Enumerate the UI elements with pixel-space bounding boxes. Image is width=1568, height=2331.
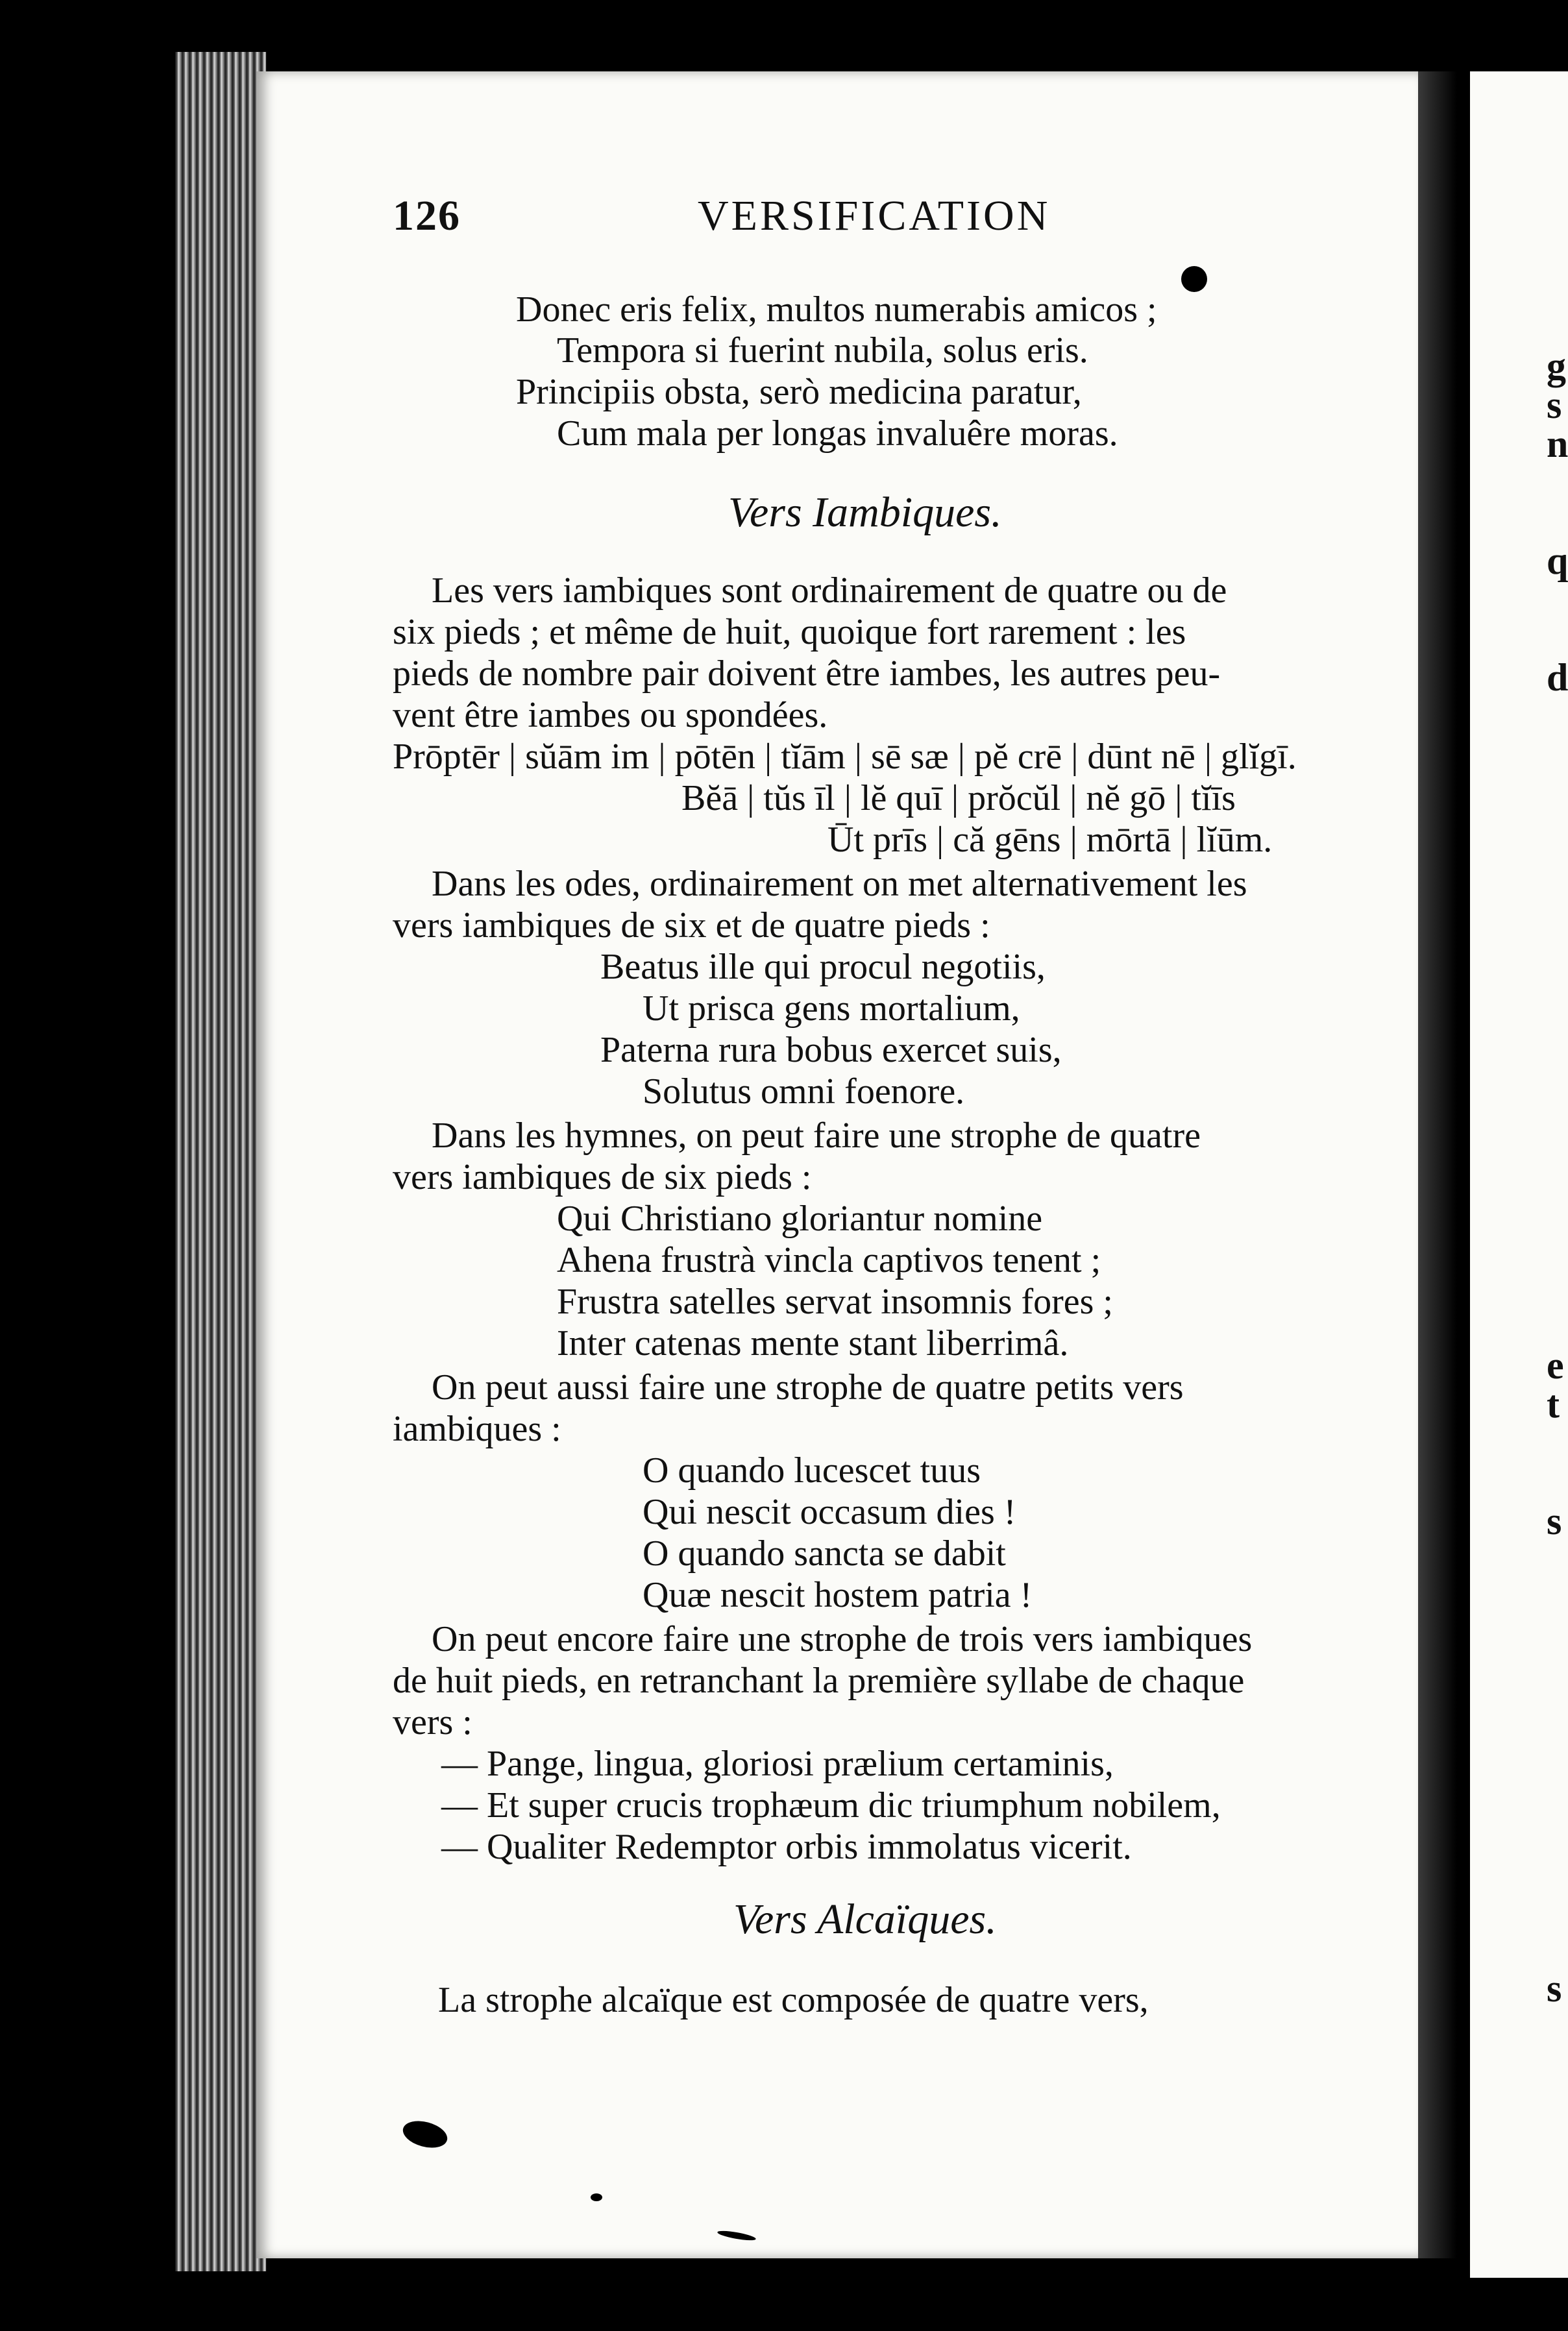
paragraph-line: vers iambiques de six et de quatre pieds : [393, 905, 990, 946]
paragraph-line: La strophe alcaïque est composée de quatre vers, [438, 1980, 1149, 2020]
facing-page-fragment: q [1547, 539, 1568, 582]
verse-line: Donec eris felix, multos numerabis amicos ; [516, 289, 1157, 330]
paragraph-line: vers iambiques de six pieds : [393, 1157, 812, 1197]
paragraph-line: de huit pieds, en retranchant la première syllabe de chaque [393, 1661, 1245, 1701]
verse-line: Qui nescit occasum dies ! [643, 1492, 1016, 1532]
verse-line: Beatus ille qui procul negotiis, [600, 947, 1046, 987]
ink-speck [1181, 266, 1207, 292]
verse-line: Qui Christiano gloriantur nomine [557, 1199, 1043, 1239]
verse-line: — Et super crucis trophæum dic triumphum nobilem, [441, 1785, 1221, 1825]
verse-line: — Qualiter Redemptor orbis immolatus vicerit. [441, 1827, 1132, 1867]
facing-page-fragment: s [1547, 384, 1562, 426]
paragraph-line: vent être iambes ou spondées. [393, 695, 828, 735]
section-heading: Vers Iambiques. [728, 489, 1002, 536]
verse-line: Paterna rura bobus exercet suis, [600, 1030, 1062, 1070]
verse-line: Quæ nescit hostem patria ! [643, 1575, 1033, 1615]
paragraph-line: Les vers iambiques sont ordinairement de quatre ou de [432, 570, 1227, 611]
verse-line: O quando lucescet tuus [643, 1450, 981, 1491]
paragraph-line: six pieds ; et même de huit, quoique fort rarement : les [393, 612, 1186, 652]
verse-line: Tempora si fuerint nubila, solus eris. [557, 330, 1088, 371]
facing-page-fragment: d [1547, 656, 1568, 699]
running-title: VERSIFICATION [698, 192, 1051, 239]
scansion-line: Prōptēr | sŭām im | pōtēn | tĭām | sē sæ | pĕ crē | dūnt nē | glĭgī. [393, 737, 1297, 777]
facing-page-fragment: g [1547, 345, 1566, 387]
facing-page-fragment: n [1547, 422, 1568, 465]
verse-line: Ahena frustrà vincla captivos tenent ; [557, 1240, 1101, 1280]
paragraph-line: vers : [393, 1702, 472, 1742]
section-heading: Vers Alcaïques. [733, 1896, 997, 1943]
verse-line: Frustra satelles servat insomnis fores ; [557, 1282, 1113, 1322]
verse-line: Solutus omni foenore. [643, 1071, 965, 1112]
facing-page-fragment: s [1547, 1500, 1562, 1543]
facing-page-fragment: s [1547, 1967, 1562, 2010]
verse-line: — Pange, lingua, gloriosi prælium certaminis, [441, 1744, 1114, 1784]
paragraph-line: iambiques : [393, 1409, 561, 1449]
verse-line: O quando sancta se dabit [643, 1533, 1006, 1574]
scansion-line: Ūt prīs | că gēns | mōrtā | lĭūm. [827, 820, 1273, 860]
paragraph-line: Dans les odes, ordinairement on met alternativement les [432, 864, 1247, 904]
paragraph-line: On peut encore faire une strophe de trois vers iambiques [432, 1619, 1253, 1659]
verse-line: Inter catenas mente stant liberrimâ. [557, 1323, 1069, 1363]
paragraph-line: pieds de nombre pair doivent être iambes, les autres peu- [393, 653, 1221, 694]
facing-page-fragment: e [1547, 1344, 1564, 1387]
gutter-shadow [1418, 71, 1457, 2258]
ink-speck [591, 2193, 602, 2201]
running-head [256, 191, 1418, 250]
verse-line: Cum mala per longas invaluêre moras. [557, 413, 1118, 454]
paragraph-line: Dans les hymnes, on peut faire une strophe de quatre [432, 1116, 1201, 1156]
verse-line: Principiis obsta, serò medicina paratur, [516, 372, 1082, 412]
facing-page-fragment: t [1547, 1383, 1560, 1426]
verse-line: Ut prisca gens mortalium, [643, 988, 1020, 1029]
scansion-line: Bĕā | tŭs īl | lĕ quī | prŏcŭl | nĕ gō | tĭīs [681, 778, 1236, 818]
book-edge [175, 52, 266, 2271]
facing-page [1470, 71, 1568, 2278]
paragraph-line: On peut aussi faire une strophe de quatre petits vers [432, 1367, 1184, 1408]
page-number: 126 [393, 192, 461, 239]
